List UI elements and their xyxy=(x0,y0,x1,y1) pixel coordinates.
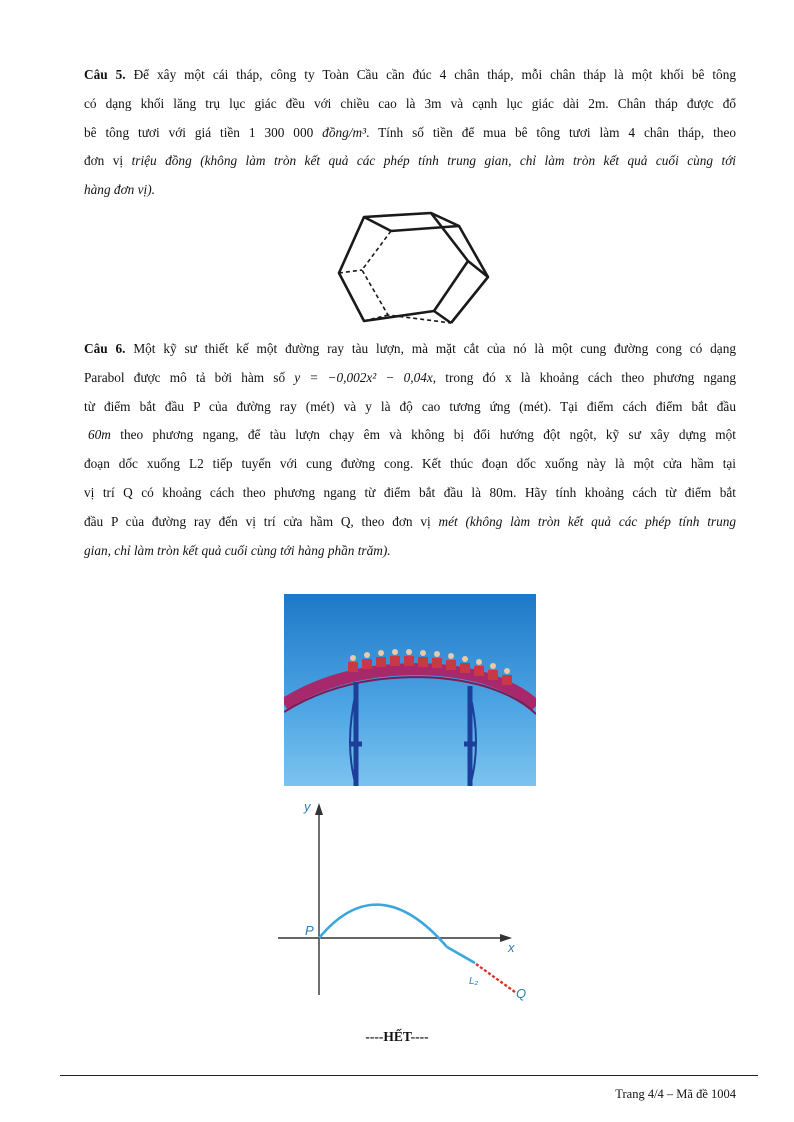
q6-line-2 xyxy=(84,364,736,393)
l2-label: L₂ xyxy=(469,976,479,987)
q5-line-4 xyxy=(84,147,736,176)
q6-text-7b: (không làm tròn kết quả các phép tính trung xyxy=(465,513,737,529)
q5-label: Câu 5. xyxy=(84,67,126,82)
q6-line-1 xyxy=(84,335,736,364)
q6-text-8: gian, chỉ làm tròn kết quả cuối cùng tới hàng phần trăm). xyxy=(84,542,391,558)
q6-line-7 xyxy=(84,508,736,537)
q5-line-1 xyxy=(84,61,736,90)
question-5 xyxy=(84,61,736,205)
q5-text-3a: bê tông tươi với giá tiền 1 300 000 xyxy=(84,124,314,140)
parabola-curve xyxy=(319,905,447,947)
tangent-solid-segment xyxy=(447,947,475,963)
roller-coaster-photo xyxy=(284,594,536,786)
q5-text-5: hàng đơn vị). xyxy=(84,182,155,198)
q5-text-4a: đơn vị xyxy=(84,153,124,169)
q5-line-5 xyxy=(84,176,736,205)
q5-text-1: Để xây một cái tháp, công ty Toàn Cầu cần đúc 4 chân tháp, mỗi chân tháp là một khối bê tông xyxy=(133,67,736,82)
q6-line-4 xyxy=(84,421,736,450)
end-text: ----HẾT---- xyxy=(365,1029,429,1044)
y-axis-arrow-icon xyxy=(315,803,323,815)
q6-line-8 xyxy=(84,537,736,566)
y-axis-label: y xyxy=(304,799,311,814)
q6-line-6: vị trí Q có khoảng cách theo phương ngang từ điểm bắt đầu là 80m. Hãy tính khoảng cách từ điểm bắt xyxy=(84,484,736,500)
parabola-graph xyxy=(270,795,540,1010)
q6-unit: mét xyxy=(438,513,458,529)
q6-text-2a: Parabol được mô tả bởi hàm số xyxy=(84,369,286,385)
q6-line-3: từ điểm bắt đầu P của đường ray (mét) và y là độ cao tương ứng (mét). Tại điểm cách điểm bắt đầu xyxy=(84,398,736,414)
tangent-dashed-segment xyxy=(476,964,515,992)
q5-text-4b: (không làm tròn kết quả các phép tính trung gian, chỉ làm tròn kết quả cuối cùng tới xyxy=(200,153,737,169)
q6-formula: y = −0,002x² − 0,04x xyxy=(294,369,433,385)
q6-text-2b: , trong đó x là khoảng cách theo phương ngang xyxy=(432,369,736,385)
q5-line-3 xyxy=(84,119,736,148)
point-q-label: Q xyxy=(516,986,527,1001)
q5-answer-unit: triệu đồng xyxy=(131,153,192,169)
end-marker xyxy=(0,1029,794,1045)
q6-distance-60: 60m xyxy=(88,427,111,443)
q5-text-3b: . Tính số tiền để mua bê tông tươi làm 4 chân tháp, theo xyxy=(366,124,736,140)
footer-divider xyxy=(60,1075,758,1076)
q5-line-2: có dạng khối lăng trụ lục giác đều với chiều cao là 3m và cạnh lục giác dài 2m. Chân tháp được đổ xyxy=(84,95,736,111)
q6-text-1: Một kỹ sư thiết kế một đường ray tàu lượn, mà mặt cắt của nó là một cung đường cong có dạng xyxy=(133,341,736,356)
q5-price-unit: đồng/m³ xyxy=(322,124,367,140)
point-p-label: P xyxy=(305,923,314,938)
page-footer: Trang 4/4 – Mã đề 1004 xyxy=(615,1087,736,1101)
hexagonal-prism-figure xyxy=(330,203,490,327)
x-axis-label: x xyxy=(508,940,515,955)
q6-line-5: đoạn dốc xuống L2 tiếp tuyến với cung đường cong. Kết thúc đoạn dốc xuống này là một cửa hầm tại xyxy=(84,456,736,472)
q6-text-4b: theo phương ngang, để tàu lượn chạy êm và không bị đổi hướng đột ngột, kỹ sư xây dựng một xyxy=(120,427,736,443)
q6-label: Câu 6. xyxy=(84,341,126,356)
question-6 xyxy=(84,335,736,565)
q6-text-7a: đầu P của đường ray đến vị trí cửa hầm Q, theo đơn vị xyxy=(84,513,431,529)
